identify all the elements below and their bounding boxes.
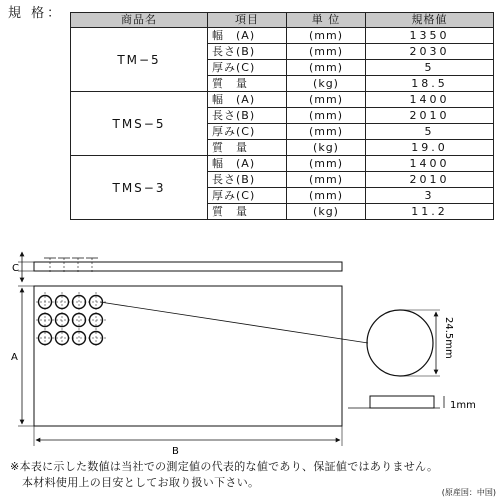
cell-unit: (kg): [287, 76, 366, 92]
hole-detail: [367, 310, 454, 376]
cell-unit: (mm): [287, 92, 366, 108]
cell-value: 2010: [366, 108, 494, 124]
cell-item: 幅 (A): [208, 156, 287, 172]
top-view: [11, 286, 342, 457]
label-c: C: [12, 263, 19, 274]
cell-item: 厚み(C): [208, 124, 287, 140]
cell-item: 幅 (A): [208, 92, 287, 108]
cell-value: 5: [366, 60, 494, 76]
cell-value: 1400: [366, 156, 494, 172]
leader-line: [100, 302, 368, 343]
cell-item: 質 量: [208, 140, 287, 156]
side-view: [12, 252, 342, 282]
cell-value: 2030: [366, 44, 494, 60]
hole-diameter-label: 24.5mm: [443, 317, 454, 359]
product-name: TM−5: [71, 28, 208, 92]
cell-item: 幅 (A): [208, 28, 287, 44]
label-a: A: [11, 352, 18, 363]
cell-item: 質 量: [208, 76, 287, 92]
cell-unit: (mm): [287, 124, 366, 140]
cell-value: 19.0: [366, 140, 494, 156]
product-name: TMS−5: [71, 92, 208, 156]
cell-unit: (mm): [287, 108, 366, 124]
cell-value: 18.5: [366, 76, 494, 92]
cell-unit: (mm): [287, 188, 366, 204]
cell-value: 1350: [366, 28, 494, 44]
cell-unit: (mm): [287, 28, 366, 44]
cell-unit: (mm): [287, 44, 366, 60]
cell-item: 質 量: [208, 204, 287, 220]
cell-item: 長さ(B): [208, 108, 287, 124]
cell-unit: (mm): [287, 172, 366, 188]
thickness-label: 1mm: [450, 400, 476, 411]
note-line-2: 本材料使用上の目安としてお取り扱い下さい。: [22, 476, 260, 489]
label-b: B: [172, 446, 179, 457]
header-product: 商品名: [71, 13, 208, 28]
product-name: TMS−3: [71, 156, 208, 220]
cell-item: 長さ(B): [208, 172, 287, 188]
cell-unit: (mm): [287, 156, 366, 172]
cell-value: 2010: [366, 172, 494, 188]
cell-value: 5: [366, 124, 494, 140]
header-unit: 単 位: [287, 13, 366, 28]
cell-value: 1400: [366, 92, 494, 108]
cell-value: 3: [366, 188, 494, 204]
cell-unit: (kg): [287, 140, 366, 156]
cell-item: 厚み(C): [208, 60, 287, 76]
cell-unit: (mm): [287, 60, 366, 76]
cell-value: 11.2: [366, 204, 494, 220]
header-item: 項目: [208, 13, 287, 28]
note-line-1: ※本表に示した数値は当社での測定値の代表的な値であり、保証値ではありません。: [10, 460, 439, 473]
cell-item: 長さ(B): [208, 44, 287, 60]
cell-unit: (kg): [287, 204, 366, 220]
header-value: 規格値: [366, 13, 494, 28]
spec-title: 規 格：: [8, 6, 64, 21]
thickness-detail: [348, 396, 476, 411]
cell-item: 厚み(C): [208, 188, 287, 204]
origin-label: (原産国：中国): [441, 488, 496, 497]
